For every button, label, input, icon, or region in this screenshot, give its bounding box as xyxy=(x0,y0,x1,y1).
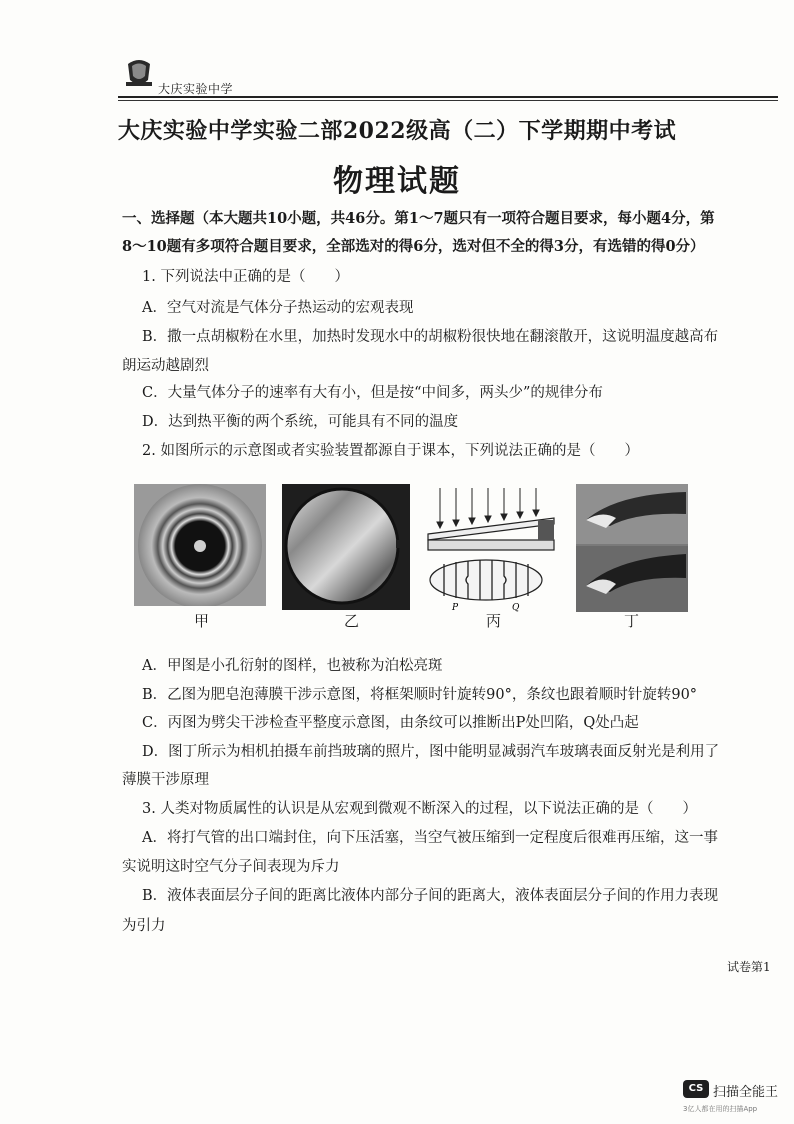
scanner-app-name: 扫描全能王 xyxy=(713,1085,779,1100)
figure-jia-diffraction-image xyxy=(134,484,266,606)
subject-title: 物理试题 xyxy=(333,164,461,199)
header-rule xyxy=(118,96,778,98)
header-rule-thin xyxy=(118,100,778,101)
figure-label-bing: 丙 xyxy=(486,612,502,630)
figure-label-yi: 乙 xyxy=(344,612,360,630)
figure-ding-windshield-photo xyxy=(576,484,688,612)
point-label-p: P xyxy=(452,603,459,612)
school-logo-icon xyxy=(124,54,154,90)
question-2-option-d: D．图丁所示为相机拍摄车前挡玻璃的照片，图中能明显减弱汽车玻璃表面反射光是利用了 xyxy=(142,744,720,760)
figure-bing-wedge-interference-diagram xyxy=(426,484,558,612)
question-2-figures xyxy=(130,484,660,634)
exam-title: 大庆实验中学实验二部2022级高（二）下学期期中考试 xyxy=(117,118,677,144)
question-2-option-b: B．乙图为肥皂泡薄膜干涉示意图，将框架顺时针旋转90°，条纹也跟着顺时针旋转90° xyxy=(142,687,698,703)
page-header xyxy=(118,52,778,102)
question-1-stem: 1. 下列说法中正确的是（ ） xyxy=(142,269,349,285)
section-heading-line1: 一、选择题（本大题共10小题，共46分。第1～7题只有一项符合题目要求，每小题4分，第 xyxy=(122,210,715,227)
point-label-q: Q xyxy=(512,603,520,612)
scanner-tagline: 3亿人都在用的扫描App xyxy=(683,1105,758,1113)
question-1-option-a: A．空气对流是气体分子热运动的宏观表现 xyxy=(142,300,414,316)
section-heading-line2: 8～10题有多项符合题目要求，全部选对的得6分，选对但不全的得3分，有选错的得0分） xyxy=(122,238,705,255)
question-2-option-d-cont: 薄膜干涉原理 xyxy=(122,772,209,788)
page-number: 试卷第1 xyxy=(727,960,771,974)
question-3-option-b: B．液体表面层分子间的距离比液体内部分子间的距离大，液体表面层分子间的作用力表现 xyxy=(142,888,719,904)
question-3-option-a: A．将打气管的出口端封住，向下压活塞，当空气被压缩到一定程度后很难再压缩，这一事 xyxy=(142,830,718,846)
question-2-stem: 2. 如图所示的示意图或者实验装置都源自于课本，下列说法正确的是（ ） xyxy=(142,443,639,459)
question-1-option-b: B．撒一点胡椒粉在水里，加热时发现水中的胡椒粉很快地在翻滚散开，这说明温度越高布 xyxy=(142,329,719,345)
question-3-option-a-cont: 实说明这时空气分子间表现为斥力 xyxy=(122,859,340,875)
question-2-option-a: A．甲图是小孔衍射的图样，也被称为泊松亮斑 xyxy=(142,658,443,674)
question-1-option-c: C．大量气体分子的速率有大有小，但是按“中间多，两头少”的规律分布 xyxy=(142,385,603,401)
question-1-option-d: D．达到热平衡的两个系统，可能具有不同的温度 xyxy=(142,414,459,430)
figure-label-ding: 丁 xyxy=(624,612,640,630)
question-2-option-c: C．丙图为劈尖干涉检查平整度示意图，由条纹可以推断出P处凹陷，Q处凸起 xyxy=(142,715,639,731)
question-3-stem: 3. 人类对物质属性的认识是从宏观到微观不断深入的过程，以下说法正确的是（ ） xyxy=(142,801,697,817)
question-3-option-b-cont: 为引力 xyxy=(122,918,166,934)
question-1-option-b-cont: 朗运动越剧烈 xyxy=(122,358,209,374)
school-name: 大庆实验中学 xyxy=(158,82,234,96)
figure-yi-soap-film-image xyxy=(282,484,410,610)
figure-label-jia: 甲 xyxy=(194,612,210,630)
camscanner-logo-icon: CS xyxy=(683,1080,709,1098)
